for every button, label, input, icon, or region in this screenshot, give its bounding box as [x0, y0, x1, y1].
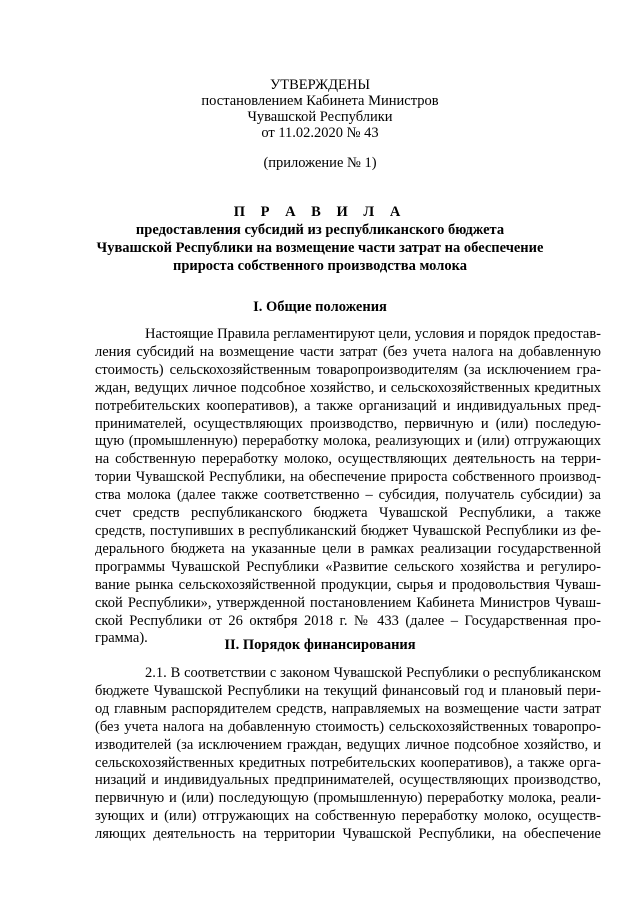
paragraph-financing: [95, 665, 601, 844]
appendix-label: (приложение № 1): [263, 155, 377, 171]
text-line: зующих и (или) отгружающих на собственную переработку молоко, осуществ-: [95, 808, 601, 825]
title-line: Чувашской Республики на возмещение части затрат на обеспечение: [96, 240, 544, 256]
approval-line: Чувашской Республики: [247, 109, 393, 125]
text-line: ждан, ведущих личное подсобное хозяйство, и сельскохозяйственных кредитных: [95, 379, 601, 396]
approval-line: постановлением Кабинета Министров: [201, 93, 439, 109]
paragraph-general-provisions: [95, 326, 601, 648]
title-line: прироста собственного производства молока: [172, 258, 468, 274]
text-line: ской Республики от 26 октября 2018 г. № 433 (далее – Государственная про-: [95, 612, 601, 629]
text-line: тории Чувашской Республики, на обеспечение прироста собственного производ-: [95, 469, 601, 486]
text-line: вание рынка сельскохозяйственной продукции, сырья и продовольствия Чуваш-: [95, 576, 601, 593]
text-line: стоимость) сельскохозяйственным товаропроизводителям (за исключением гра-: [95, 361, 601, 378]
text-line: первичную и (или) последующую (промышленную) переработку молока, реали-: [95, 790, 601, 807]
title-main: П Р А В И Л А: [233, 204, 407, 220]
document-title: [0, 203, 640, 275]
text-line: дерального бюджета на указанные цели в рамках реализации государственной: [95, 540, 601, 557]
text-line: (без учета налога на добавленную стоимость) сельскохозяйственных товаропро-: [95, 718, 601, 735]
text-line: грамма).: [95, 630, 148, 647]
text-line: низаций и индивидуальных предпринимателей, осуществляющих производство,: [95, 772, 601, 789]
text-line: 2.1. В соответствии с законом Чувашской Республики о республиканском: [145, 665, 601, 681]
text-line: на собственную переработку молоко, осуществляющих деятельность на терри-: [95, 451, 601, 468]
text-line: счет средств республиканского бюджета Чувашской Республики, а также: [95, 505, 601, 522]
text-line: бюджете Чувашской Республики на текущий финансовый год и плановый пери-: [95, 682, 601, 699]
text-line: ской Республики», утвержденной постановлением Кабинета Министров Чуваш-: [95, 594, 601, 611]
text-line: щую (промышленную) переработку молока, реализующих и (или) отгружающих: [95, 433, 601, 450]
text-line: Настоящие Правила регламентируют цели, условия и порядок предостав-: [145, 326, 601, 342]
text-line: принимателей, осуществляющих производство, первичную и (или) последую-: [95, 415, 601, 432]
appendix-note: [0, 155, 640, 171]
text-line: программы Чувашской Республики «Развитие сельского хозяйства и регулиро-: [95, 558, 601, 575]
section-heading-general: I. Общие положения: [253, 299, 387, 315]
text-line: потребительских кооперативов), а также организаций и индивидуальных пред-: [95, 397, 601, 414]
approval-stamp: [0, 77, 640, 141]
text-line: ства молока (далее также соответственно – субсидия, получатель субсидии) за: [95, 487, 601, 504]
text-line: сельскохозяйственных кредитных потребительских кооперативов), а также орга-: [95, 754, 601, 771]
approval-line: от 11.02.2020 № 43: [261, 125, 379, 141]
text-line: ляющих деятельность на территории Чувашской Республики, на обеспечение: [95, 826, 601, 843]
section-heading-financing: II. Порядок финансирования: [224, 637, 416, 653]
text-line: од главным распорядителем средств, направляемых на возмещение части затрат: [95, 700, 601, 717]
title-line: предоставления субсидий из республиканского бюджета: [135, 222, 505, 238]
text-line: средств, поступивших в республиканский бюджет Чувашской Республики из фе-: [95, 522, 601, 539]
approval-line: УТВЕРЖДЕНЫ: [269, 77, 371, 93]
text-line: изводителей (за исключением граждан, ведущих личное подсобное хозяйство, и: [95, 736, 601, 753]
text-line: ления субсидий на возмещение части затрат (без учета налога на добавленную: [95, 343, 601, 360]
